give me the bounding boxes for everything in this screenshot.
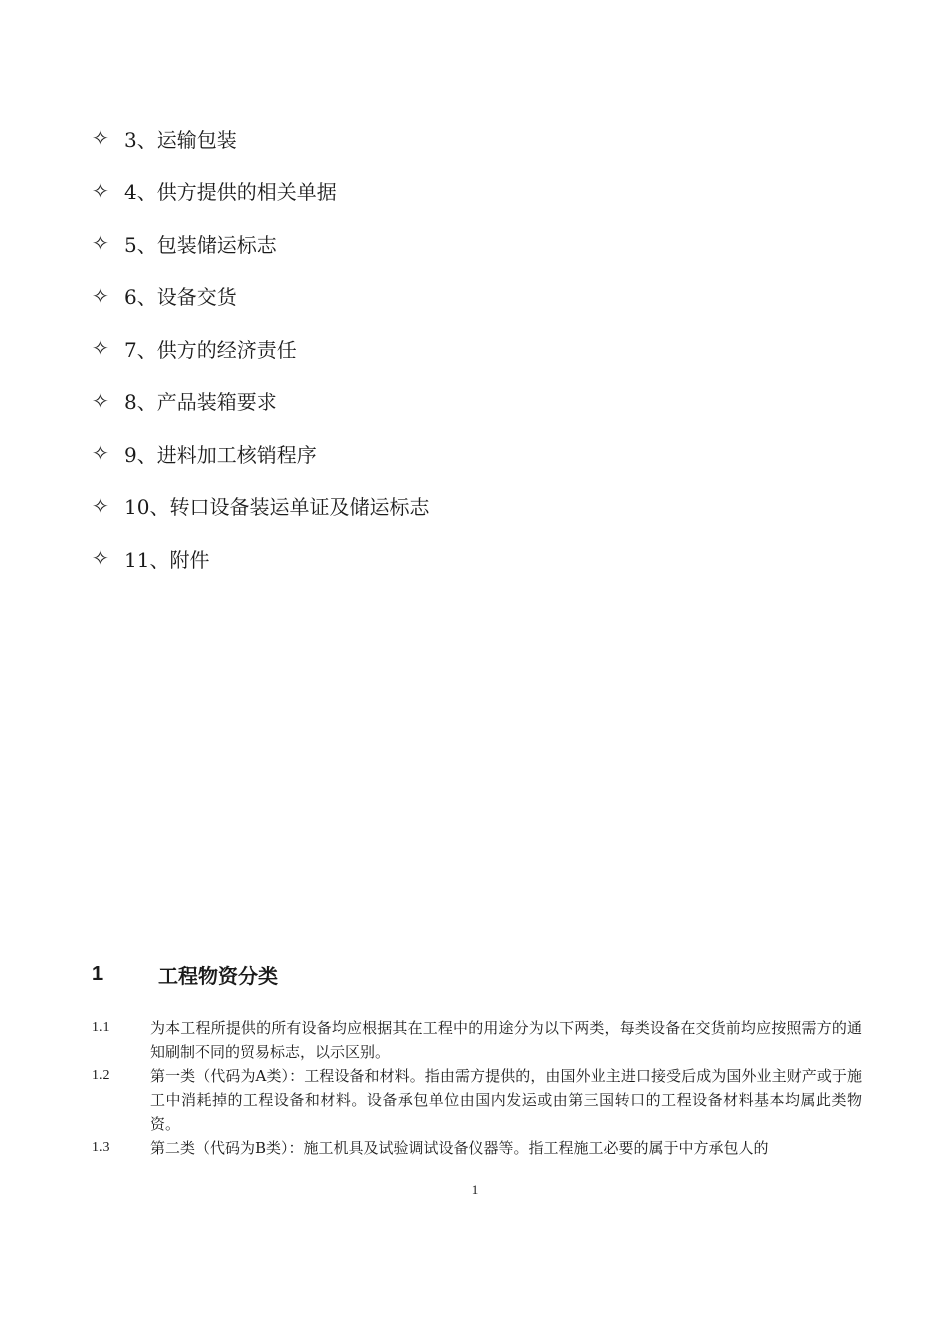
diamond-bullet-icon: ✧ (92, 388, 109, 413)
numbered-paragraph (92, 1064, 862, 1136)
numbered-paragraph (92, 1136, 862, 1160)
diamond-bullet-icon: ✧ (92, 441, 109, 466)
diamond-bullet-icon: ✧ (92, 283, 109, 308)
diamond-bullet-icon: ✧ (92, 493, 109, 518)
toc-item-label: 5、包装储运标志 (124, 232, 277, 257)
toc-item (92, 427, 429, 480)
toc-item-label: 4、供方提供的相关单据 (124, 180, 337, 205)
paragraph-text: 第二类（代码为B类）：施工机具及试验调试设备仪器等。指工程施工必要的属于中方承包人的 (150, 1139, 769, 1157)
toc-item-label: 7、供方的经济责任 (124, 337, 297, 362)
toc-item-label: 3、运输包装 (124, 127, 237, 152)
paragraph-text: 第一类（代码为A类）：工程设备和材料。指由需方提供的，由国外业主进口接受后成为国外业主财产或于施工中消耗掉的工程设备和材料。设备承包单位由国内发运或由第三国转口的工程设备材料基本均属此类物资。 (150, 1067, 862, 1133)
numbered-paragraph (92, 1016, 862, 1064)
paragraph-text: 为本工程所提供的所有设备均应根据其在工程中的用途分为以下两类，每类设备在交货前均应按照需方的通知刷制不同的贸易标志，以示区别。 (150, 1019, 862, 1061)
paragraph-number: 1.2 (92, 1068, 110, 1083)
diamond-bullet-icon: ✧ (92, 126, 109, 151)
toc-item (92, 532, 429, 585)
toc-item-label: 10、转口设备装运单证及储运标志 (124, 495, 430, 520)
paragraph-number: 1.3 (92, 1140, 110, 1155)
toc-item-label: 9、进料加工核销程序 (124, 442, 317, 467)
toc-item (92, 480, 429, 533)
page-number: 1 (471, 1182, 479, 1197)
toc-item (92, 217, 429, 270)
diamond-bullet-icon: ✧ (92, 231, 109, 256)
toc-item-label: 8、产品装箱要求 (124, 390, 277, 415)
section-heading (92, 960, 278, 989)
toc-list (92, 112, 429, 585)
section-title: 工程物资分类 (158, 966, 278, 988)
diamond-bullet-icon: ✧ (92, 336, 109, 361)
section-body (92, 1016, 862, 1160)
section-number: 1 (92, 963, 104, 985)
toc-item-label: 6、设备交货 (124, 285, 237, 310)
toc-item (92, 322, 429, 375)
toc-item (92, 375, 429, 428)
diamond-bullet-icon: ✧ (92, 178, 109, 203)
toc-item (92, 270, 429, 323)
toc-item (92, 165, 429, 218)
diamond-bullet-icon: ✧ (92, 546, 109, 571)
toc-item (92, 112, 429, 165)
toc-item-label: 11、附件 (124, 547, 210, 572)
paragraph-number: 1.1 (92, 1020, 110, 1035)
